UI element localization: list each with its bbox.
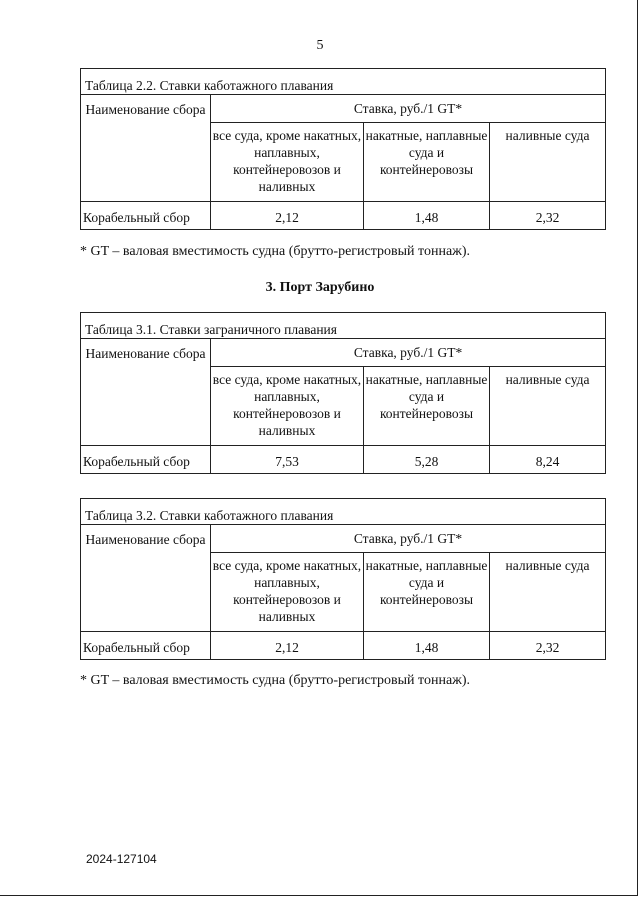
- table-caption: Таблица 2.2. Ставки каботажного плавания: [81, 69, 606, 95]
- footnote: * GT – валовая вместимость судна (брутто-регистровый тоннаж).: [80, 244, 470, 259]
- section-title: 3. Порт Зарубино: [265, 280, 375, 295]
- rate-column-header: Ставка, руб./1 GT*: [211, 339, 606, 367]
- footnote: * GT – валовая вместимость судна (брутто-регистровый тоннаж).: [80, 673, 470, 688]
- table-row: [81, 446, 606, 474]
- table-row: [81, 632, 606, 660]
- name-column-header: Наименование сбора: [81, 339, 211, 446]
- sub-header-roro-container: накатные, наплавные суда и контейнеровозы: [364, 123, 490, 202]
- rate-general: 7,53: [211, 446, 364, 474]
- sub-header-general-vessels: все суда, кроме накатных, наплавных, контейнеровозов и наливных: [211, 123, 364, 202]
- row-name: Корабельный сбор: [81, 632, 211, 660]
- table-3-2: [80, 498, 606, 660]
- table-2-2: [80, 68, 606, 230]
- rate-column-header: Ставка, руб./1 GT*: [211, 95, 606, 123]
- page-number: 5: [316, 38, 324, 53]
- sub-header-tankers: наливные суда: [490, 553, 606, 632]
- name-column-header: Наименование сбора: [81, 525, 211, 632]
- sub-header-tankers: наливные суда: [490, 123, 606, 202]
- table-row: [81, 202, 606, 230]
- name-column-header: Наименование сбора: [81, 95, 211, 202]
- rate-general: 2,12: [211, 632, 364, 660]
- rate-roro-container: 5,28: [364, 446, 490, 474]
- table-caption: Таблица 3.2. Ставки каботажного плавания: [81, 499, 606, 525]
- table-3-1: [80, 312, 606, 474]
- sub-header-tankers: наливные суда: [490, 367, 606, 446]
- sub-header-roro-container: накатные, наплавные суда и контейнеровозы: [364, 367, 490, 446]
- row-name: Корабельный сбор: [81, 202, 211, 230]
- document-number: 2024-127104: [86, 852, 157, 866]
- sub-header-general-vessels: все суда, кроме накатных, наплавных, контейнеровозов и наливных: [211, 553, 364, 632]
- sub-header-general-vessels: все суда, кроме накатных, наплавных, контейнеровозов и наливных: [211, 367, 364, 446]
- rate-tankers: 8,24: [490, 446, 606, 474]
- row-name: Корабельный сбор: [81, 446, 211, 474]
- table-caption: Таблица 3.1. Ставки заграничного плавания: [81, 313, 606, 339]
- rate-roro-container: 1,48: [364, 632, 490, 660]
- rate-column-header: Ставка, руб./1 GT*: [211, 525, 606, 553]
- rate-general: 2,12: [211, 202, 364, 230]
- rate-tankers: 2,32: [490, 632, 606, 660]
- rate-roro-container: 1,48: [364, 202, 490, 230]
- rate-tankers: 2,32: [490, 202, 606, 230]
- sub-header-roro-container: накатные, наплавные суда и контейнеровозы: [364, 553, 490, 632]
